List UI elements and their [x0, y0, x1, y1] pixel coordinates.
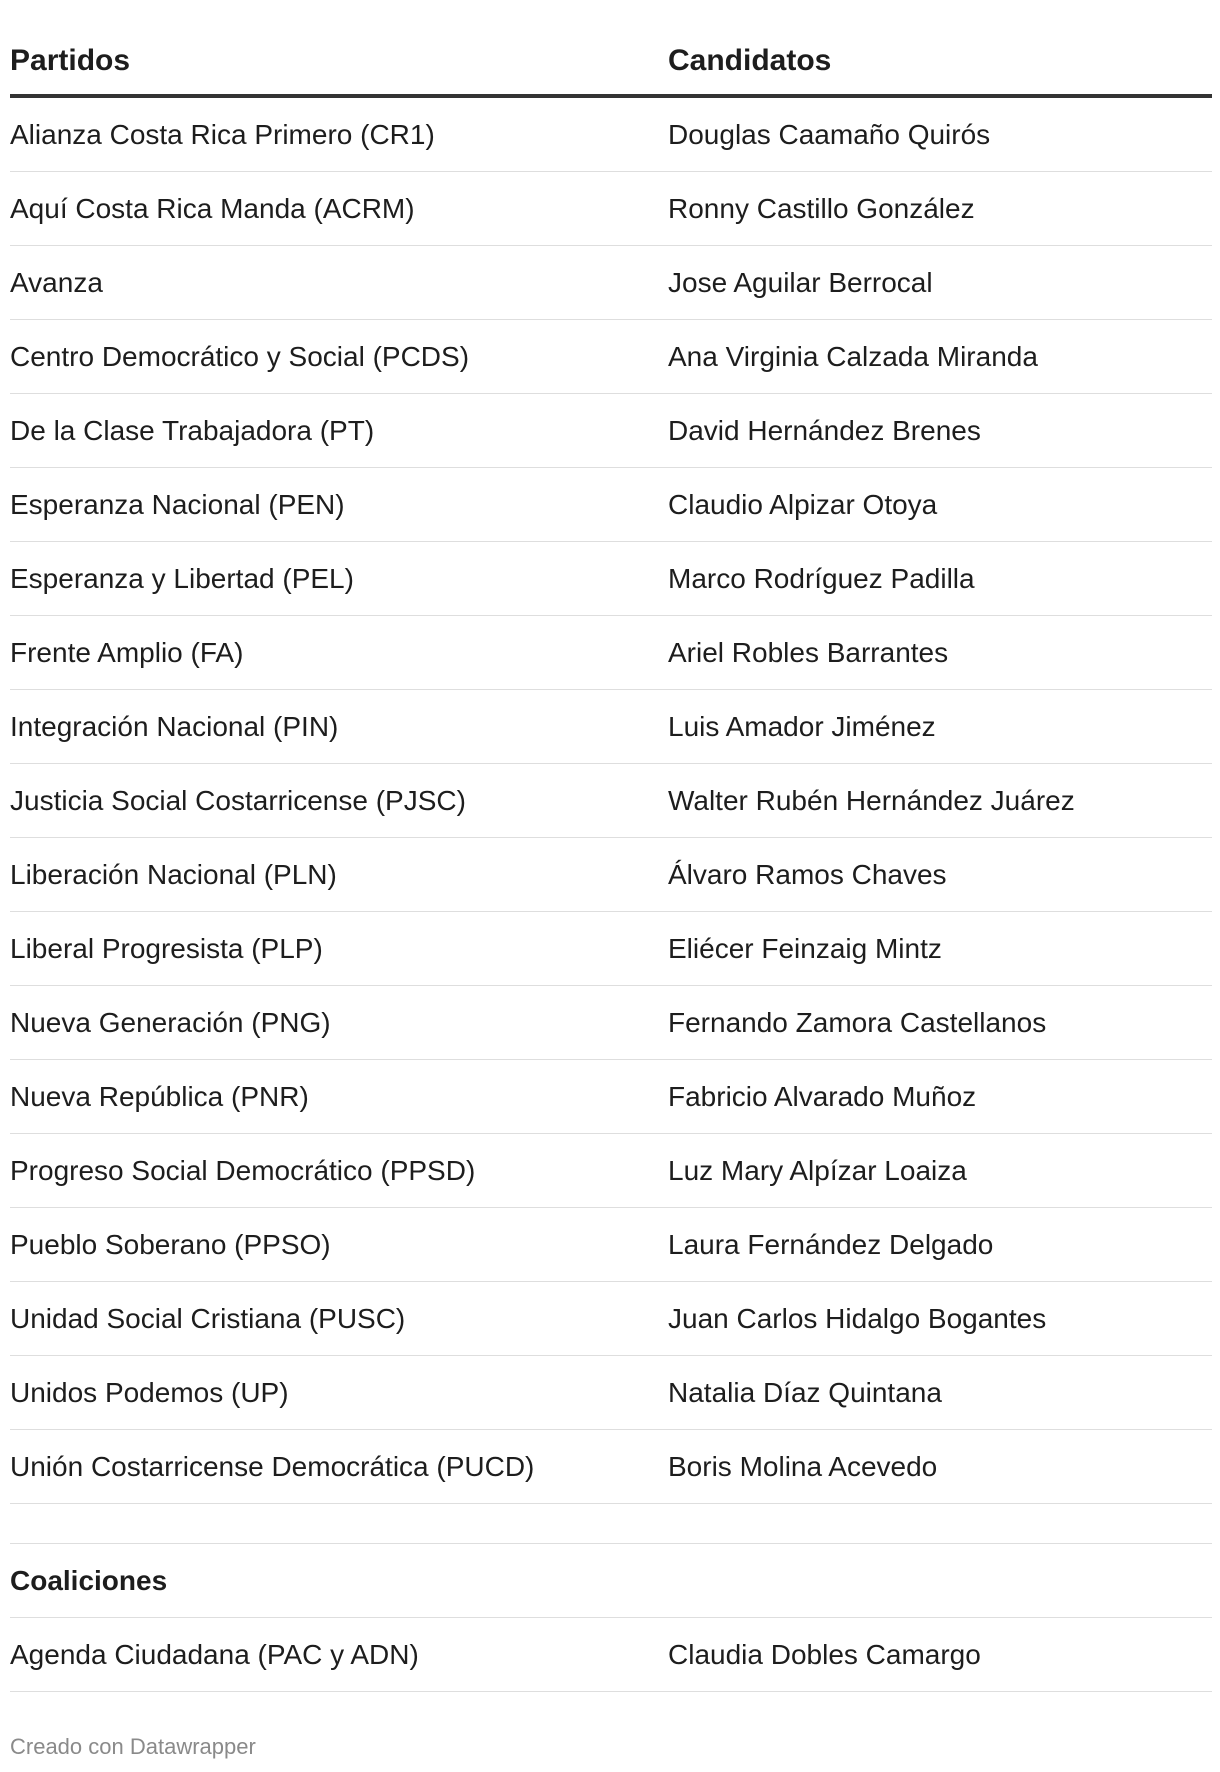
party-cell: Unión Costarricense Democrática (PUCD) [10, 1450, 535, 1482]
candidate-cell: Jose Aguilar Berrocal [668, 266, 933, 298]
section-title: Coaliciones [10, 1564, 168, 1596]
candidate-cell: Juan Carlos Hidalgo Bogantes [668, 1302, 1047, 1334]
table-row [10, 394, 1212, 468]
candidate-cell: Walter Rubén Hernández Juárez [668, 784, 1075, 816]
table-row [10, 1134, 1212, 1208]
table-row [10, 986, 1212, 1060]
candidate-cell: Claudia Dobles Camargo [668, 1638, 981, 1670]
table-row [10, 1282, 1212, 1356]
header-partidos[interactable]: Partidos [10, 44, 131, 77]
candidate-cell: Ronny Castillo González [668, 192, 975, 224]
party-cell: Centro Democrático y Social (PCDS) [10, 340, 470, 372]
candidate-cell: Ariel Robles Barrantes [668, 636, 949, 668]
candidate-cell: Boris Molina Acevedo [668, 1450, 938, 1482]
candidates-table [10, 0, 1212, 1692]
party-cell: Avanza [10, 266, 103, 298]
candidate-cell: Natalia Díaz Quintana [668, 1376, 942, 1408]
party-cell: Justicia Social Costarricense (PJSC) [10, 784, 466, 816]
candidate-cell: Eliécer Feinzaig Mintz [668, 932, 942, 964]
party-cell: Agenda Ciudadana (PAC y ADN) [10, 1638, 419, 1670]
party-cell: Frente Amplio (FA) [10, 636, 244, 668]
candidate-cell: Ana Virginia Calzada Miranda [668, 340, 1038, 372]
table-row [10, 912, 1212, 986]
party-cell: Esperanza Nacional (PEN) [10, 488, 345, 520]
party-cell: Esperanza y Libertad (PEL) [10, 562, 354, 594]
table-row [10, 1060, 1212, 1134]
table-row [10, 838, 1212, 912]
table-row [10, 98, 1212, 172]
candidate-cell: David Hernández Brenes [668, 414, 981, 446]
table-row [10, 468, 1212, 542]
candidate-cell: Laura Fernández Delgado [668, 1228, 994, 1260]
party-cell: De la Clase Trabajadora (PT) [10, 414, 375, 446]
table-row [10, 1618, 1212, 1692]
party-cell: Nueva República (PNR) [10, 1080, 309, 1112]
party-cell: Liberación Nacional (PLN) [10, 858, 337, 890]
candidate-cell: Claudio Alpizar Otoya [668, 488, 938, 520]
party-cell: Integración Nacional (PIN) [10, 710, 339, 742]
party-cell: Pueblo Soberano (PPSO) [10, 1228, 331, 1260]
section-body [10, 1618, 1212, 1692]
table-row [10, 246, 1212, 320]
party-cell: Liberal Progresista (PLP) [10, 932, 323, 964]
header-candidatos[interactable]: Candidatos [668, 44, 832, 77]
party-cell: Aquí Costa Rica Manda (ACRM) [10, 192, 415, 224]
party-cell: Alianza Costa Rica Primero (CR1) [10, 118, 435, 150]
table-row [10, 1356, 1212, 1430]
table-row [10, 172, 1212, 246]
table-row [10, 690, 1212, 764]
section-spacer [10, 1504, 1212, 1544]
party-cell: Unidos Podemos (UP) [10, 1376, 289, 1408]
party-cell: Unidad Social Cristiana (PUSC) [10, 1302, 406, 1334]
candidate-cell: Fabricio Alvarado Muñoz [668, 1080, 977, 1112]
table-row [10, 1208, 1212, 1282]
party-cell: Nueva Generación (PNG) [10, 1006, 331, 1038]
table-row [10, 542, 1212, 616]
datawrapper-credit[interactable]: Creado con Datawrapper [10, 1734, 256, 1759]
candidate-cell: Luis Amador Jiménez [668, 710, 936, 742]
candidate-cell: Douglas Caamaño Quirós [668, 118, 991, 150]
table-row [10, 764, 1212, 838]
candidate-cell: Fernando Zamora Castellanos [668, 1006, 1047, 1038]
table-row [10, 320, 1212, 394]
table-row [10, 1430, 1212, 1504]
candidate-cell: Marco Rodríguez Padilla [668, 562, 975, 594]
table-header [10, 0, 1212, 98]
table-body [10, 98, 1212, 1504]
table-row [10, 616, 1212, 690]
section-coaliciones [10, 1544, 1212, 1618]
candidate-cell: Álvaro Ramos Chaves [668, 858, 947, 890]
candidate-cell: Luz Mary Alpízar Loaiza [668, 1154, 967, 1186]
party-cell: Progreso Social Democrático (PPSD) [10, 1154, 476, 1186]
